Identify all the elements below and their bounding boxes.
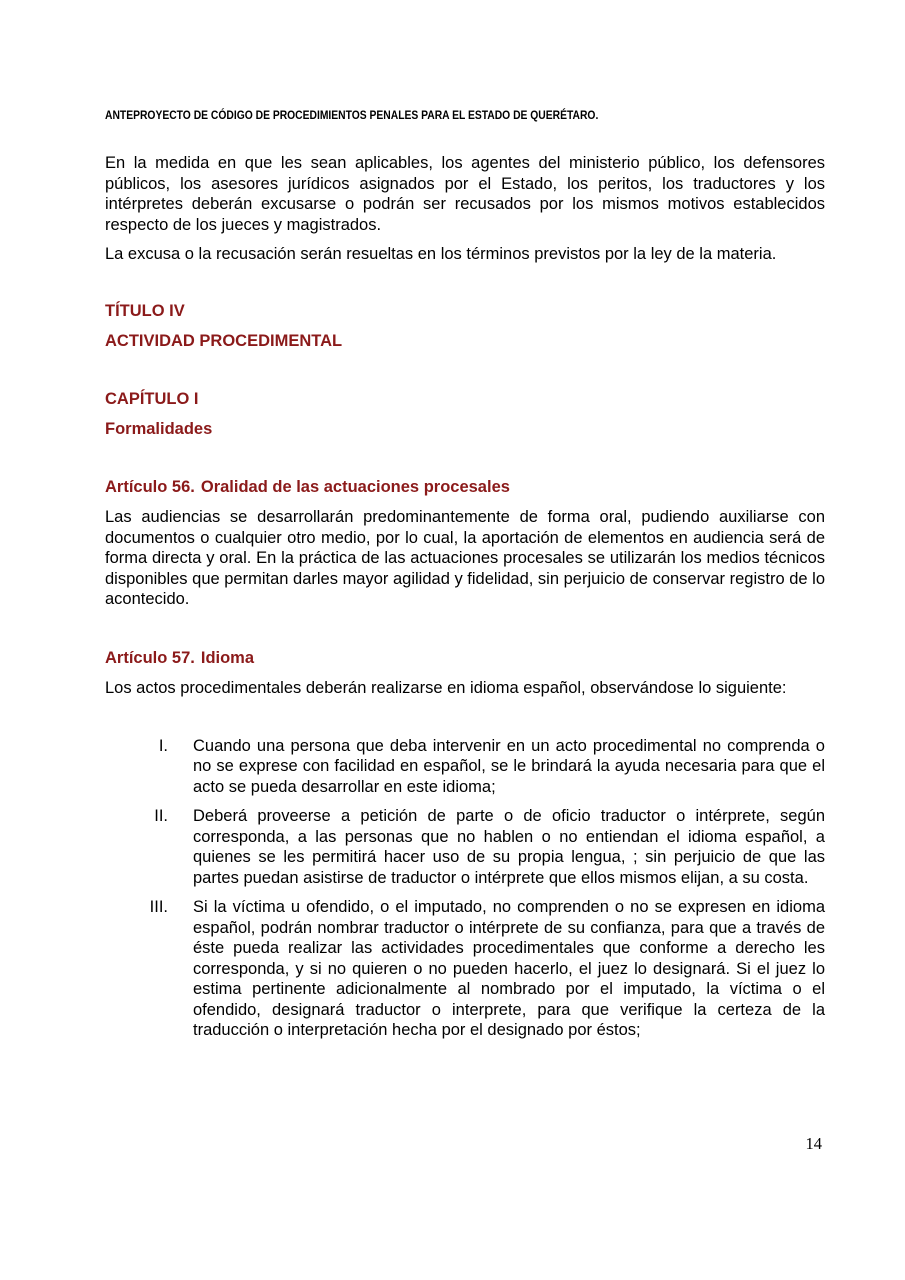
article-56-number: Artículo 56. (105, 477, 195, 496)
list-item-text: Deberá proveerse a petición de parte o de oficio traductor o intérprete, según corresponda, a las personas que no hablen o no entiendan el idioma español, a quienes se les permitirá hacer uso de su propia lengua, ; sin perjuicio de que las partes puedan asistirse de traductor o intérprete que ellos mismos elijan, a su costa. (193, 807, 825, 887)
article-57-title: Idioma (200, 648, 255, 667)
paragraph-recusation-agents: En la medida en que les sean aplicables, los agentes del ministerio público, los defensores públicos, los asesores jurídicos asignados por el Estado, los peritos, los traductores y los intérpretes deberán excusarse o podrán ser recusados por los mismos motivos establecidos respecto de los jueces y magistrados. (105, 154, 825, 234)
list-item-mark: II. (154, 807, 168, 825)
article-56-body: Las audiencias se desarrollarán predominantemente de forma oral, pudiendo auxiliarse con documentos o cualquier otro medio, por lo cual, la aportación de elementos en audiencia será de forma directa y oral. En la práctica de las actuaciones procesales se utilizarán los medios técnicos disponibles que permitan darles mayor agilidad y fidelidad, sin perjuicio de conservar registro de lo acontecido. (105, 508, 825, 608)
article-57-heading (105, 648, 825, 669)
chapter-label: CAPÍTULO I (105, 389, 199, 408)
title-label: TÍTULO IV (105, 301, 185, 320)
title-name: ACTIVIDAD PROCEDIMENTAL (105, 331, 343, 350)
article-56-heading (105, 477, 825, 498)
paragraph-recusation-resolution: La excusa o la recusación serán resueltas en los términos previstos por la ley de la materia. (105, 245, 777, 263)
list-item (105, 806, 825, 888)
article-57-body: Los actos procedimentales deberán realizarse en idioma español, observándose lo siguiente: (105, 679, 787, 697)
article-57-list (105, 736, 825, 1041)
chapter-name: Formalidades (105, 419, 213, 438)
list-item-mark: III. (149, 898, 168, 916)
article-57-number: Artículo 57. (105, 648, 195, 667)
article-56-title: Oralidad de las actuaciones procesales (200, 477, 510, 496)
list-item-text: Cuando una persona que deba intervenir en un acto procedimental no comprenda o no se exprese con facilidad en español, se le brindará la ayuda necesaria para que el acto se pueda desarrollar en este idioma; (193, 736, 825, 796)
document-body (105, 153, 825, 1041)
list-item-mark: I. (158, 736, 168, 755)
list-item-text: Si la víctima u ofendido, o el imputado, no comprenden o no se expresen en idioma español, podrán nombrar traductor o intérprete de su confianza, para que a través de éste pueda realizar las actividades procedimentales que conforme a derecho les corresponda, y si no quieren o no pueden hacerlo, el juez lo designará. Si el juez lo estima pertinente adicionalmente al nombrado por el imputado, la víctima o el ofendido, designará traductor o interprete, para que verifique la certeza de la traducción o interpretación hecha por el designado por éstos; (193, 898, 825, 1039)
page-number: 14 (805, 1134, 822, 1153)
document-header: ANTEPROYECTO DE CÓDIGO DE PROCEDIMIENTOS PENALES PARA EL ESTADO DE QUERÉTARO. (105, 108, 599, 122)
list-item (105, 897, 825, 1041)
list-item (105, 736, 825, 798)
